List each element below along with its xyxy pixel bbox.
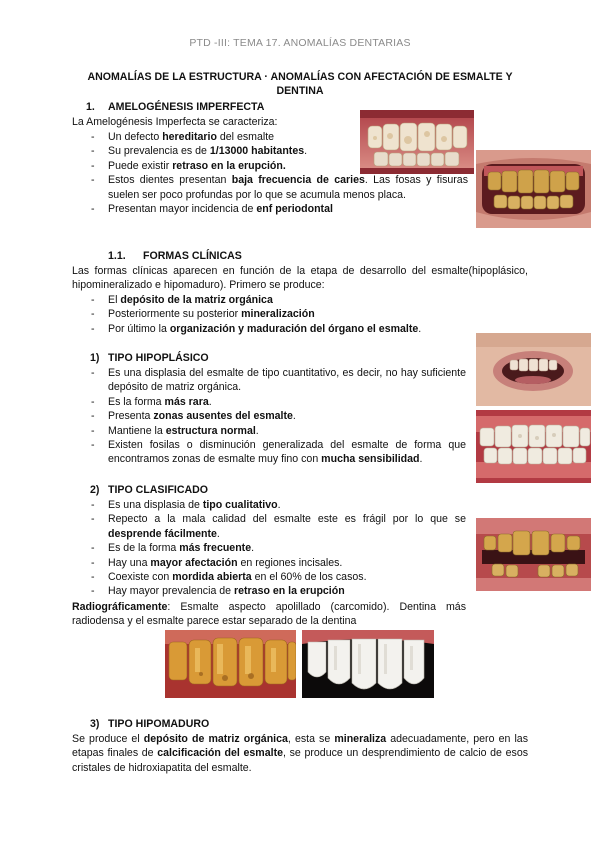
- t3-text-b: depósito de matriz orgánica: [143, 733, 288, 745]
- calcified-item-bold: mayor afectación: [150, 556, 238, 569]
- hypoplastic-item-text: .: [419, 453, 423, 466]
- calcified-item-text: .: [251, 542, 255, 555]
- type-2-list: [72, 498, 466, 599]
- clinical-form-item-text: Posteriormente su posterior: [108, 308, 242, 321]
- amelogenesis-item-text: Presentan mayor incidencia de: [108, 203, 257, 216]
- radiography-label: Radiográficamente: [72, 601, 168, 613]
- calcified-item-text: .: [216, 527, 220, 540]
- amelogenesis-item-text: Estos dientes presentan: [108, 174, 232, 187]
- amelogenesis-item: [72, 202, 468, 216]
- amelogenesis-item-text: .: [304, 145, 308, 158]
- type-3-heading: TIPO HIPOMADURO: [108, 718, 210, 730]
- t3-text-e: adecuadamente, pero en las etapas finales de: [72, 733, 528, 760]
- calcified-item-bold: tipo cualitativo: [202, 499, 278, 511]
- section-1-number: 1.: [86, 101, 95, 113]
- calcified-item-bold: más frecuente: [179, 542, 252, 555]
- section-1-1-heading: FORMAS CLÍNICAS: [143, 250, 242, 262]
- t3-text-g: , se produce un desprendimiento de calcio de esos cristales de hidroxiapatita del esmalte.: [72, 747, 529, 774]
- section-1-1-intro: Las formas clínicas aparecen en función de la etapa de desarrollo del esmalte(hipoplásico, hipomineralizado e hipomaduro). Primero se produce:: [72, 265, 528, 292]
- calcified-item: [72, 570, 466, 584]
- hypoplastic-item: [72, 424, 466, 438]
- section-1-1-number: 1.1.: [108, 250, 126, 262]
- hypoplastic-item-text: Presenta: [108, 410, 154, 423]
- calcified-item-text: Hay una: [108, 556, 151, 569]
- type-2-heading: TIPO CLASIFICADO: [108, 484, 209, 496]
- calcified-item: [72, 498, 466, 512]
- t3-text-d: mineraliza: [334, 733, 387, 745]
- section-1-1-list: [72, 293, 528, 336]
- calcified-item-text: Es de la forma: [108, 542, 180, 555]
- hypoplastic-item: [72, 366, 466, 395]
- amelogenesis-item-bold: baja frecuencia de caries: [231, 174, 365, 187]
- photo-amelogenesis-teeth-1: [360, 110, 474, 174]
- type-1-heading: TIPO HIPOPLÁSICO: [108, 352, 209, 364]
- hypoplastic-item-bold: más rara: [164, 395, 209, 408]
- hypoplastic-item-text: Mantiene la: [108, 424, 166, 437]
- photo-calcified-teeth-white: [302, 630, 434, 698]
- calcified-item-text: en regiones incisales.: [237, 556, 343, 569]
- radiography-paragraph: [72, 600, 466, 629]
- photo-amelogenesis-teeth-2: [476, 150, 591, 228]
- calcified-item-bold: mordida abierta: [172, 571, 252, 584]
- calcified-item-bold: retraso en la erupción: [234, 585, 345, 598]
- hypoplastic-item-text: .: [255, 424, 259, 437]
- hypoplastic-item-bold: mucha sensibilidad: [321, 453, 420, 466]
- calcified-item-text: Coexiste con: [108, 571, 173, 584]
- amelogenesis-item: [72, 173, 468, 202]
- amelogenesis-item-text: Un defecto: [108, 131, 163, 143]
- calcified-item: [72, 512, 466, 541]
- calcified-item-text: Hay mayor prevalencia de: [108, 585, 235, 598]
- hypoplastic-item: [72, 395, 466, 409]
- photo-calcified-teeth-yellow: [165, 630, 296, 698]
- page-header: PTD -III: TEMA 17. ANOMALÍAS DENTARIAS: [189, 37, 411, 49]
- type-1-list: [72, 366, 466, 467]
- hypoplastic-item: [72, 438, 466, 467]
- clinical-form-item: [72, 307, 528, 321]
- type-3-paragraph: [72, 732, 528, 775]
- calcified-item: [72, 556, 466, 570]
- amelogenesis-item-bold: retraso en la erupción.: [172, 159, 286, 172]
- clinical-form-item-bold: depósito de la matriz orgánica: [120, 294, 273, 306]
- type-3-number: 3): [90, 718, 100, 730]
- radiography-text: : Esmalte aspecto apolillado (carcomido). Dentina más radiodensa y el esmalte parece estar separado de la dentina: [72, 601, 466, 628]
- clinical-form-item-text: Por último la: [108, 322, 170, 335]
- clinical-form-item: [72, 322, 528, 336]
- hypoplastic-item-text: Es una displasia del esmalte de tipo cuantitativo, es decir, no hay suficiente depósito de matriz orgánica.: [108, 367, 466, 394]
- amelogenesis-item-text: del esmalte: [216, 131, 275, 143]
- clinical-form-item-bold: mineralización: [241, 308, 315, 321]
- calcified-item: [72, 584, 466, 598]
- photo-hypoplastic-child: [476, 333, 591, 406]
- hypoplastic-item-text: Existen fosilas o disminución generalizada del esmalte de forma que encontramos zonas de esmalte muy fino con: [108, 439, 466, 466]
- section-1-intro: La Amelogénesis Imperfecta se caracteriza:: [72, 116, 278, 128]
- photo-open-bite: [476, 518, 591, 591]
- hypoplastic-item: [72, 409, 466, 423]
- type-1-number: 1): [90, 352, 100, 364]
- hypoplastic-item-text: .: [292, 410, 296, 423]
- calcified-item-text: Repecto a la mala calidad del esmalte este es frágil por lo que se: [108, 513, 466, 526]
- hypoplastic-item-text: .: [208, 395, 212, 408]
- clinical-form-item-text: El: [108, 294, 121, 306]
- calcified-item-bold: desprende fácilmente: [108, 527, 217, 540]
- amelogenesis-item-bold: hereditario: [162, 131, 217, 143]
- amelogenesis-item-bold: 1/13000 habitantes: [209, 145, 305, 158]
- calcified-item-text: .: [277, 499, 281, 511]
- clinical-form-item-text: .: [418, 322, 422, 335]
- t3-text-c: , esta se: [287, 733, 335, 745]
- calcified-item-text: en el 60% de los casos.: [251, 571, 367, 584]
- type-2-number: 2): [90, 484, 100, 496]
- amelogenesis-item-text: Puede existir: [108, 159, 173, 172]
- t3-text-f: calcificación del esmalte: [157, 747, 283, 760]
- amelogenesis-item-text: . Las fosas y fisuras suelen ser poco profundas por lo que se acumula menos placa.: [108, 174, 468, 201]
- page-title: ANOMALÍAS DE LA ESTRUCTURA · ANOMALÍAS CON AFECTACIÓN DE ESMALTE Y DENTINA: [87, 71, 513, 97]
- photo-hypoplastic-teeth: [476, 410, 591, 483]
- clinical-form-item: [72, 293, 528, 307]
- clinical-form-item-bold: organización y maduración del órgano el esmalte: [169, 322, 419, 335]
- hypoplastic-item-text: Es la forma: [108, 395, 165, 408]
- section-1-heading: AMELOGÉNESIS IMPERFECTA: [108, 101, 265, 113]
- calcified-item-text: Es una displasia de: [108, 499, 203, 511]
- amelogenesis-item-bold: enf periodontal: [256, 203, 333, 216]
- amelogenesis-item-text: Su prevalencia es de: [108, 145, 210, 158]
- calcified-item: [72, 541, 466, 555]
- t3-text-a: Se produce el: [72, 733, 144, 745]
- hypoplastic-item-bold: zonas ausentes del esmalte: [153, 410, 293, 423]
- hypoplastic-item-bold: estructura normal: [165, 424, 256, 437]
